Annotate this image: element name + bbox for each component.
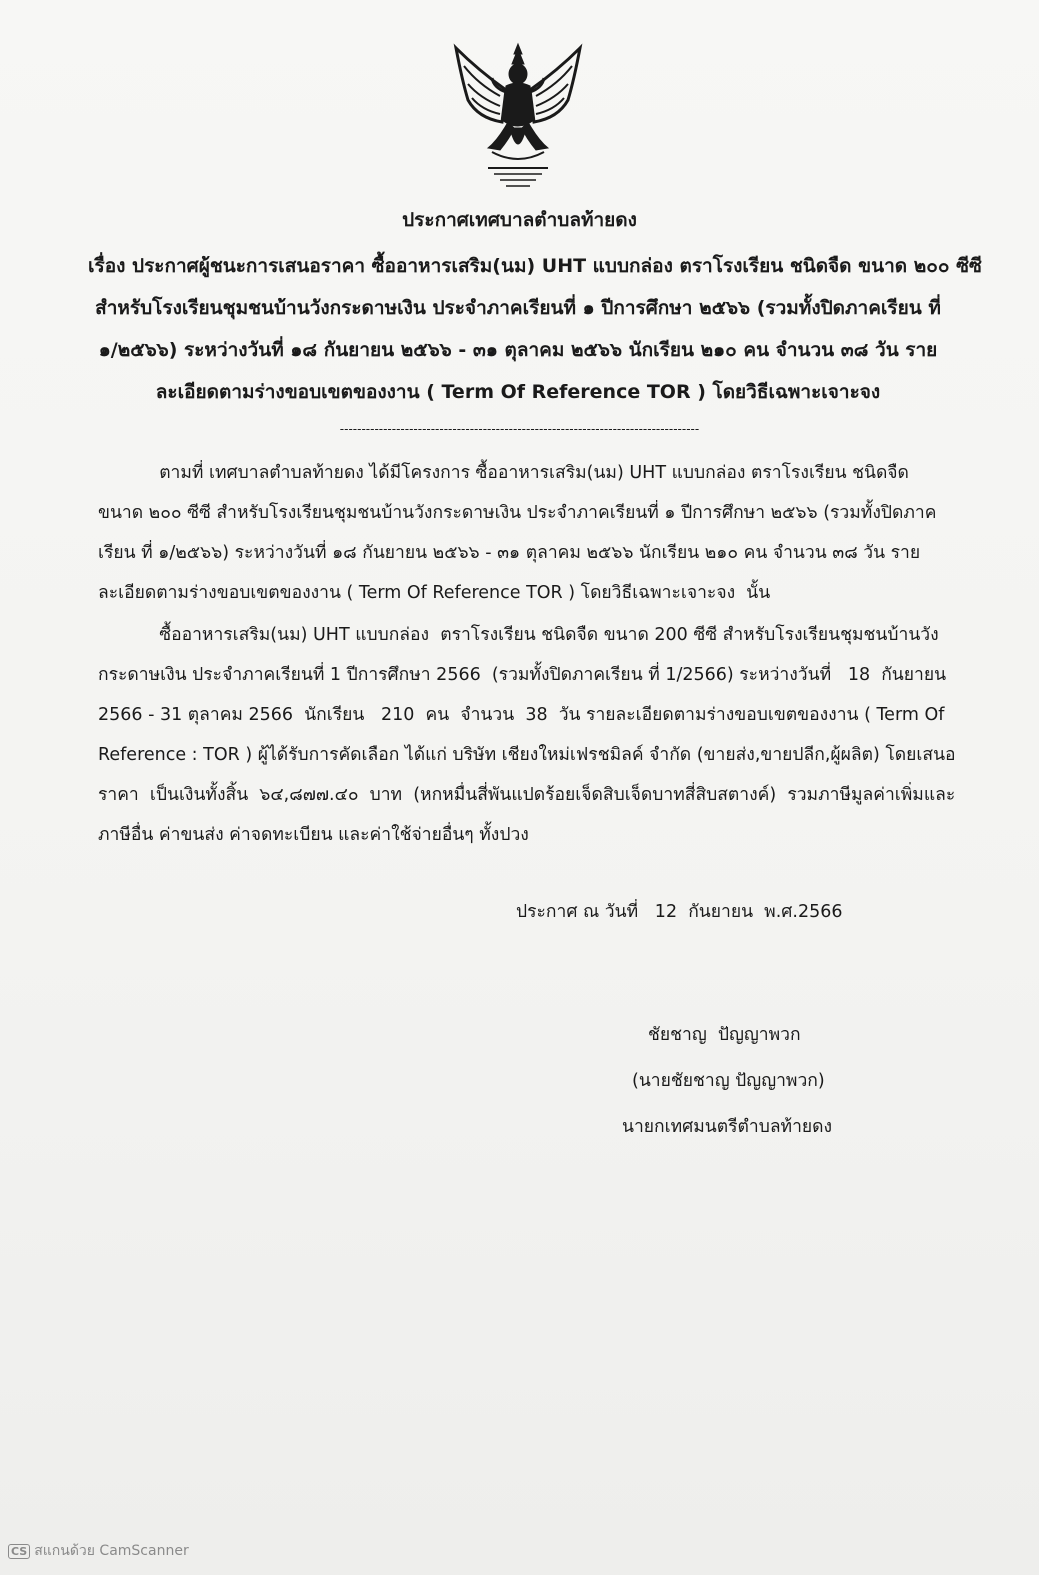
subject-line: ๑/๒๕๖๖) ระหว่างวันที่ ๑๘ กันยายน ๒๕๖๖ - ๓๑ ตุลาคม ๒๕๖๖ นักเรียน ๒๑๐ คน จำนวน ๓๘ วัน ราย xyxy=(98,339,938,361)
garuda-emblem-icon xyxy=(448,40,588,190)
signer-name: (นายชัยชาญ ปัญญาพวก) xyxy=(632,1071,825,1091)
paragraph-line: 2566 - 31 ตุลาคม 2566 นักเรียน 210 คน จำนวน 38 วัน รายละเอียดตามร่างขอบเขตของงาน ( Term Of xyxy=(98,705,945,725)
paragraph-line: ละเอียดตามร่างขอบเขตของงาน ( Term Of Reference TOR ) โดยวิธีเฉพาะเจาะจง นั้น xyxy=(98,583,771,603)
paragraph-line: ขนาด ๒๐๐ ซีซี สำหรับโรงเรียนชุมชนบ้านวังกระดาษเงิน ประจำภาคเรียนที่ ๑ ปีการศึกษา ๒๕๖๖ (รวมทั้งปิดภาค xyxy=(98,503,937,523)
subject-line: เรื่อง ประกาศผู้ชนะการเสนอราคา ซื้ออาหารเสริม(นม) UHT แบบกล่อง ตราโรงเรียน ชนิดจืด ขนาด ๒๐๐ ซีซี xyxy=(88,255,982,277)
paragraph-line: ซื้ออาหารเสริม(นม) UHT แบบกล่อง ตราโรงเรียน ชนิดจืด ขนาด 200 ซีซี สำหรับโรงเรียนชุมชนบ้านวัง xyxy=(98,625,939,645)
camscanner-logo-icon: CS xyxy=(8,1544,30,1559)
camscanner-watermark xyxy=(8,1540,189,1562)
announcement-date: ประกาศ ณ วันที่ 12 กันยายน พ.ศ.2566 xyxy=(516,902,843,922)
paragraph-line: ราคา เป็นเงินทั้งสิ้น ๖๔,๘๗๗.๔๐ บาท (หกหมื่นสี่พันแปดร้อยเจ็ดสิบเจ็ดบาทสี่สิบสตางค์) รวมภาษีมูลค่าเพิ่มและ xyxy=(98,785,956,805)
separator-line: ----------------------------------------------------------------------------------- xyxy=(339,422,700,436)
paragraph-line: Reference : TOR ) ผู้ได้รับการคัดเลือก ได้แก่ บริษัท เชียงใหม่เฟรชมิลค์ จำกัด (ขายส่ง,ขายปลีก,ผู้ผลิต) โดยเสนอ xyxy=(98,745,956,765)
paragraph-line: ตามที่ เทศบาลตำบลท้ายดง ได้มีโครงการ ซื้ออาหารเสริม(นม) UHT แบบกล่อง ตราโรงเรียน ชนิดจืด xyxy=(98,463,909,483)
paragraph-winner xyxy=(98,615,956,855)
signature: ชัยชาญ ปัญญาพวก xyxy=(648,1025,801,1045)
signer-position: นายกเทศมนตรีตำบลท้ายดง xyxy=(622,1117,833,1137)
paragraph-line: กระดาษเงิน ประจำภาคเรียนที่ 1 ปีการศึกษา 2566 (รวมทั้งปิดภาคเรียน ที่ 1/2566) ระหว่างวันที่ 18 กันยายน xyxy=(98,665,947,685)
paragraph-line: ภาษีอื่น ค่าขนส่ง ค่าจดทะเบียน และค่าใช้จ่ายอื่นๆ ทั้งปวง xyxy=(98,825,529,845)
paragraph-line: เรียน ที่ ๑/๒๕๖๖) ระหว่างวันที่ ๑๘ กันยายน ๒๕๖๖ - ๓๑ ตุลาคม ๒๕๖๖ นักเรียน ๒๑๐ คน จำนวน ๓๘ วัน ราย xyxy=(98,543,921,563)
announcement-heading: ประกาศเทศบาลตำบลท้ายดง xyxy=(402,209,637,231)
watermark-text: สแกนด้วย CamScanner xyxy=(34,1543,189,1559)
announcement-subject xyxy=(88,245,982,413)
subject-line: สำหรับโรงเรียนชุมชนบ้านวังกระดาษเงิน ประจำภาคเรียนที่ ๑ ปีการศึกษา ๒๕๖๖ (รวมทั้งปิดภาคเรียน ที่ xyxy=(95,297,941,319)
subject-line: ละเอียดตามร่างขอบเขตของงาน ( Term Of Reference TOR ) โดยวิธีเฉพาะเจาะจง xyxy=(155,381,881,403)
paragraph-reference xyxy=(98,453,948,613)
